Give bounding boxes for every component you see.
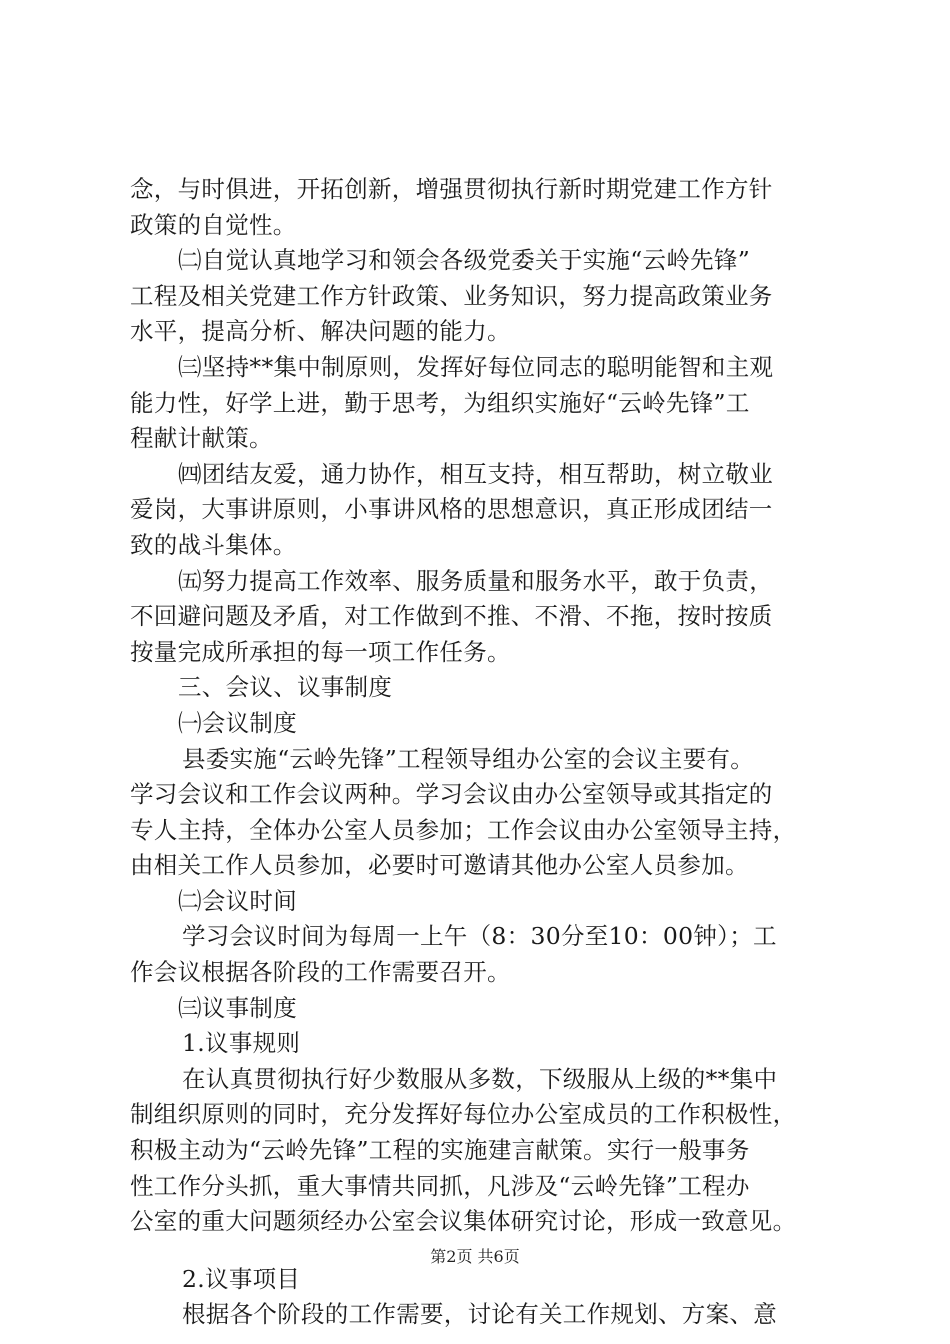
text-line: ㈡自觉认真地学习和领会各级党委关于实施“云岭先锋” (178, 246, 751, 275)
text-line: ㈤努力提高工作效率、服务质量和服务水平，敢于负责， (178, 566, 773, 595)
text-line: 专人主持，全体办公室人员参加；工作会议由办公室领导主持， (130, 815, 797, 844)
document-body (130, 172, 830, 1333)
text-line: 公室的重大问题须经办公室会议集体研究讨论，形成一致意见。 (130, 1207, 797, 1236)
text-line: 制组织原则的同时，充分发挥好每位办公室成员的工作积极性， (130, 1100, 797, 1129)
subsection-heading: ㈢议事制度 (178, 993, 297, 1022)
text-line: 念，与时俱进，开拓创新，增强贯彻执行新时期党建工作方针 (130, 175, 773, 203)
text-line: 致的战斗集体。 (130, 530, 297, 559)
text-line: 性工作分头抓，重大事情共同抓，凡涉及“云岭先锋”工程办 (130, 1171, 750, 1200)
text-line: 积极主动为“云岭先锋”工程的实施建言献策。实行一般事务 (130, 1136, 750, 1165)
text-line: 根据各个阶段的工作需要，讨论有关工作规划、方案、意 (182, 1300, 777, 1329)
item-heading: 1.议事规则 (182, 1029, 301, 1058)
text-line: 水平，提高分析、解决问题的能力。 (130, 317, 511, 346)
subsection-heading: ㈡会议时间 (178, 886, 297, 915)
text-line: 学习会议和工作会议两种。学习会议由办公室领导或其指定的 (130, 780, 773, 809)
text-line: 由相关工作人员参加，必要时可邀请其他办公室人员参加。 (130, 851, 749, 880)
text-line: ㈢坚持**集中制原则，发挥好每位同志的聪明能智和主观 (178, 352, 774, 381)
text-line: 县委实施“云岭先锋”工程领导组办公室的会议主要有。 (182, 744, 755, 773)
section-heading: 三、会议、议事制度 (178, 673, 393, 702)
page-footer: 第2页 共6页 (430, 1247, 520, 1266)
text-line: 能力性，好学上进，勤于思考，为组织实施好“云岭先锋”工 (130, 388, 750, 417)
text-line: 在认真贯彻执行好少数服从多数，下级服从上级的**集中 (182, 1064, 778, 1093)
text-line: 政策的自觉性。 (130, 210, 297, 239)
subsection-heading: ㈠会议制度 (178, 708, 297, 737)
text-line: ㈣团结友爱，通力协作，相互支持，相互帮助，树立敬业 (178, 459, 773, 488)
text-line: 工程及相关党建工作方针政策、业务知识，努力提高政策业务 (130, 281, 773, 310)
text-line: 爱岗，大事讲原则，小事讲风格的思想意识，真正形成团结一 (130, 495, 773, 524)
text-line: 作会议根据各阶段的工作需要召开。 (130, 958, 511, 987)
text-line: 学习会议时间为每周一上午（8：30分至10：00钟）；工 (182, 922, 777, 951)
item-heading: 2.议事项目 (182, 1264, 301, 1293)
text-line: 程献计献策。 (130, 424, 273, 453)
text-line: 不回避问题及矛盾，对工作做到不推、不滑、不拖，按时按质 (130, 602, 773, 631)
text-line: 按量完成所承担的每一项工作任务。 (130, 637, 511, 666)
